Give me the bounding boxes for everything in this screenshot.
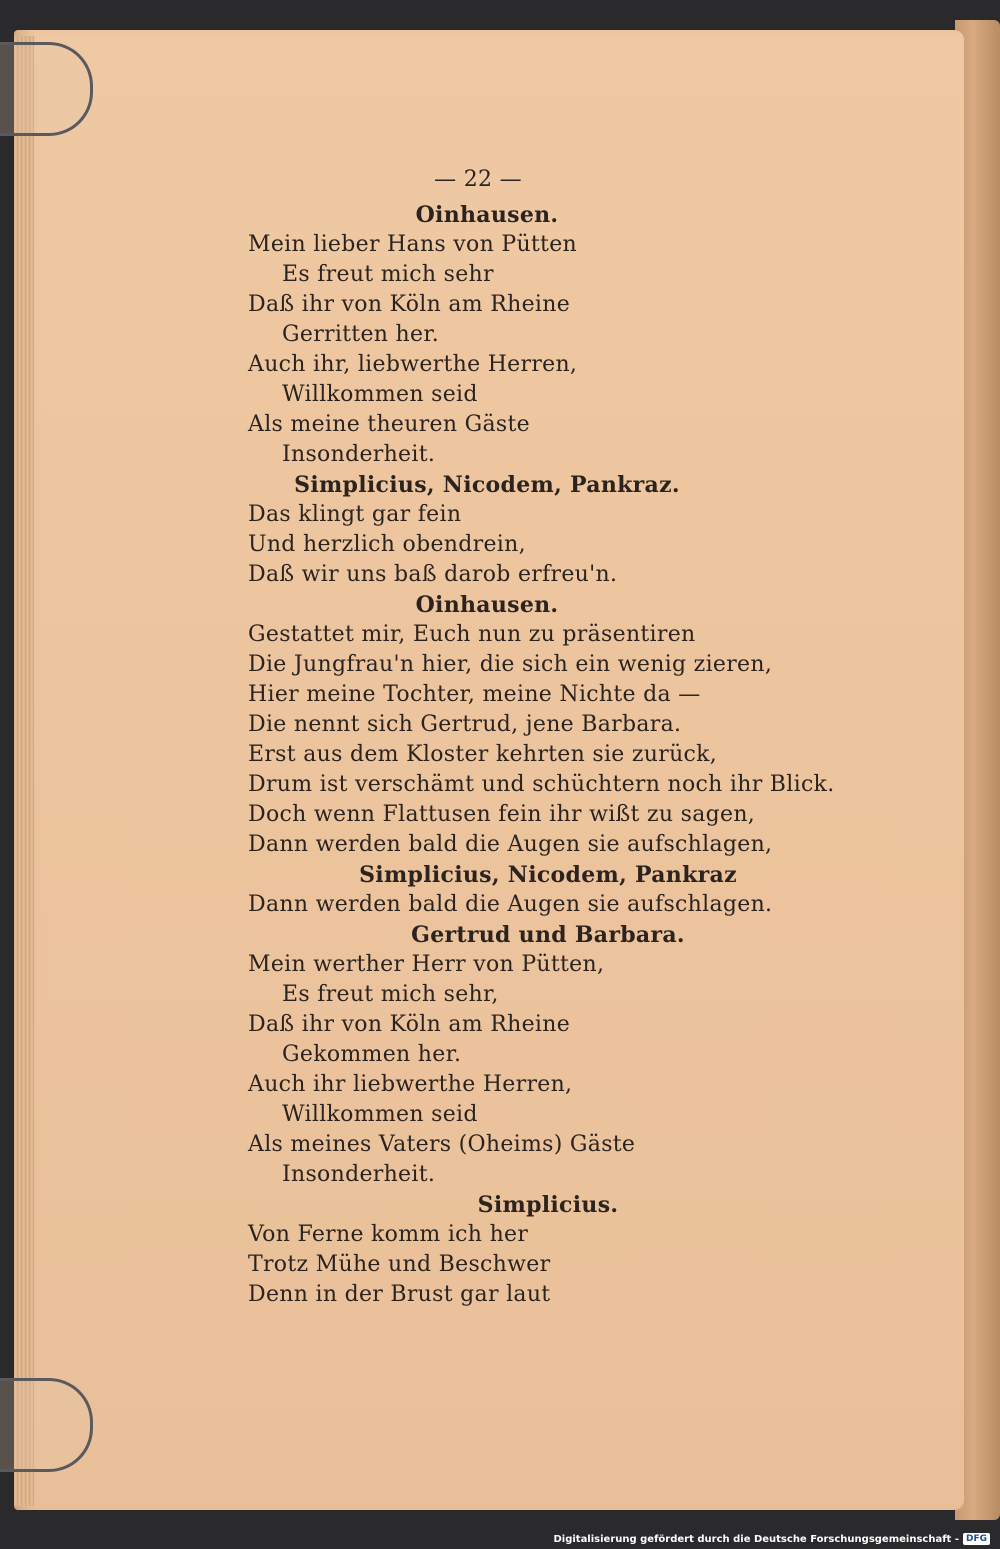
verse-line: Auch ihr liebwerthe Herren, [248, 1072, 573, 1097]
verse-line: Dann werden bald die Augen sie aufschlagen. [248, 892, 773, 917]
page-number: — 22 — [434, 167, 522, 192]
verse-line: Auch ihr, liebwerthe Herren, [248, 352, 578, 377]
speaker-heading: Gertrud und Barbara. [411, 922, 685, 948]
speaker-heading: Oinhausen. [415, 592, 559, 618]
verse-line: Von Ferne komm ich her [248, 1222, 529, 1247]
verse-line: Das klingt gar fein [248, 502, 462, 527]
page-text [248, 160, 848, 1310]
speaker-heading: Simplicius. [477, 1192, 619, 1218]
verse-line: Insonderheit. [282, 1162, 436, 1187]
verse-line: Mein werther Herr von Pütten, [248, 952, 605, 977]
verse-line: Drum ist verschämt und schüchtern noch ihr Blick. [248, 772, 835, 797]
page-leaves [14, 36, 34, 1506]
verse-line: Willkommen seid [282, 1102, 478, 1127]
paper-clip-icon [0, 1378, 93, 1472]
verse-line: Dann werden bald die Augen sie aufschlagen, [248, 832, 773, 857]
verse-line: Hier meine Tochter, meine Nichte da — [248, 682, 701, 707]
verse-line: Daß ihr von Köln am Rheine [248, 1012, 571, 1037]
verse-line: Willkommen seid [282, 382, 478, 407]
speaker-heading: Simplicius, Nicodem, Pankraz [359, 862, 737, 888]
speaker-heading: Simplicius, Nicodem, Pankraz. [294, 472, 680, 498]
verse-line: Gestattet mir, Euch nun zu präsentiren [248, 622, 696, 647]
dfg-logo: DFG [963, 1533, 990, 1545]
speaker-heading: Oinhausen. [415, 202, 559, 228]
verse-line: Daß wir uns baß darob erfreu'n. [248, 562, 618, 587]
verse-line: Es freut mich sehr [282, 262, 494, 287]
verse-line: Erst aus dem Kloster kehrten sie zurück, [248, 742, 718, 767]
verse-line: Doch wenn Flattusen fein ihr wißt zu sagen, [248, 802, 756, 827]
verse-line: Und herzlich obendrein, [248, 532, 526, 557]
verse-line: Gerritten her. [282, 322, 440, 347]
verse-line: Mein lieber Hans von Pütten [248, 232, 577, 257]
funding-credit [553, 1531, 990, 1547]
verse-line: Daß ihr von Köln am Rheine [248, 292, 571, 317]
verse-line: Trotz Mühe und Beschwer [248, 1252, 551, 1277]
funding-credit-text: Digitalisierung gefördert durch die Deutsche Forschungsgemeinschaft - [553, 1533, 959, 1545]
verse-line: Als meines Vaters (Oheims) Gäste [248, 1132, 636, 1157]
verse-line: Denn in der Brust gar laut [248, 1282, 551, 1307]
verse-line: Die Jungfrau'n hier, die sich ein wenig zieren, [248, 652, 773, 677]
paper-clip-icon [0, 42, 93, 136]
verse-line: Gekommen her. [282, 1042, 462, 1067]
verse-line: Insonderheit. [282, 442, 436, 467]
verse-line: Die nennt sich Gertrud, jene Barbara. [248, 712, 682, 737]
verse-line: Es freut mich sehr, [282, 982, 499, 1007]
verse-line: Als meine theuren Gäste [248, 412, 530, 437]
